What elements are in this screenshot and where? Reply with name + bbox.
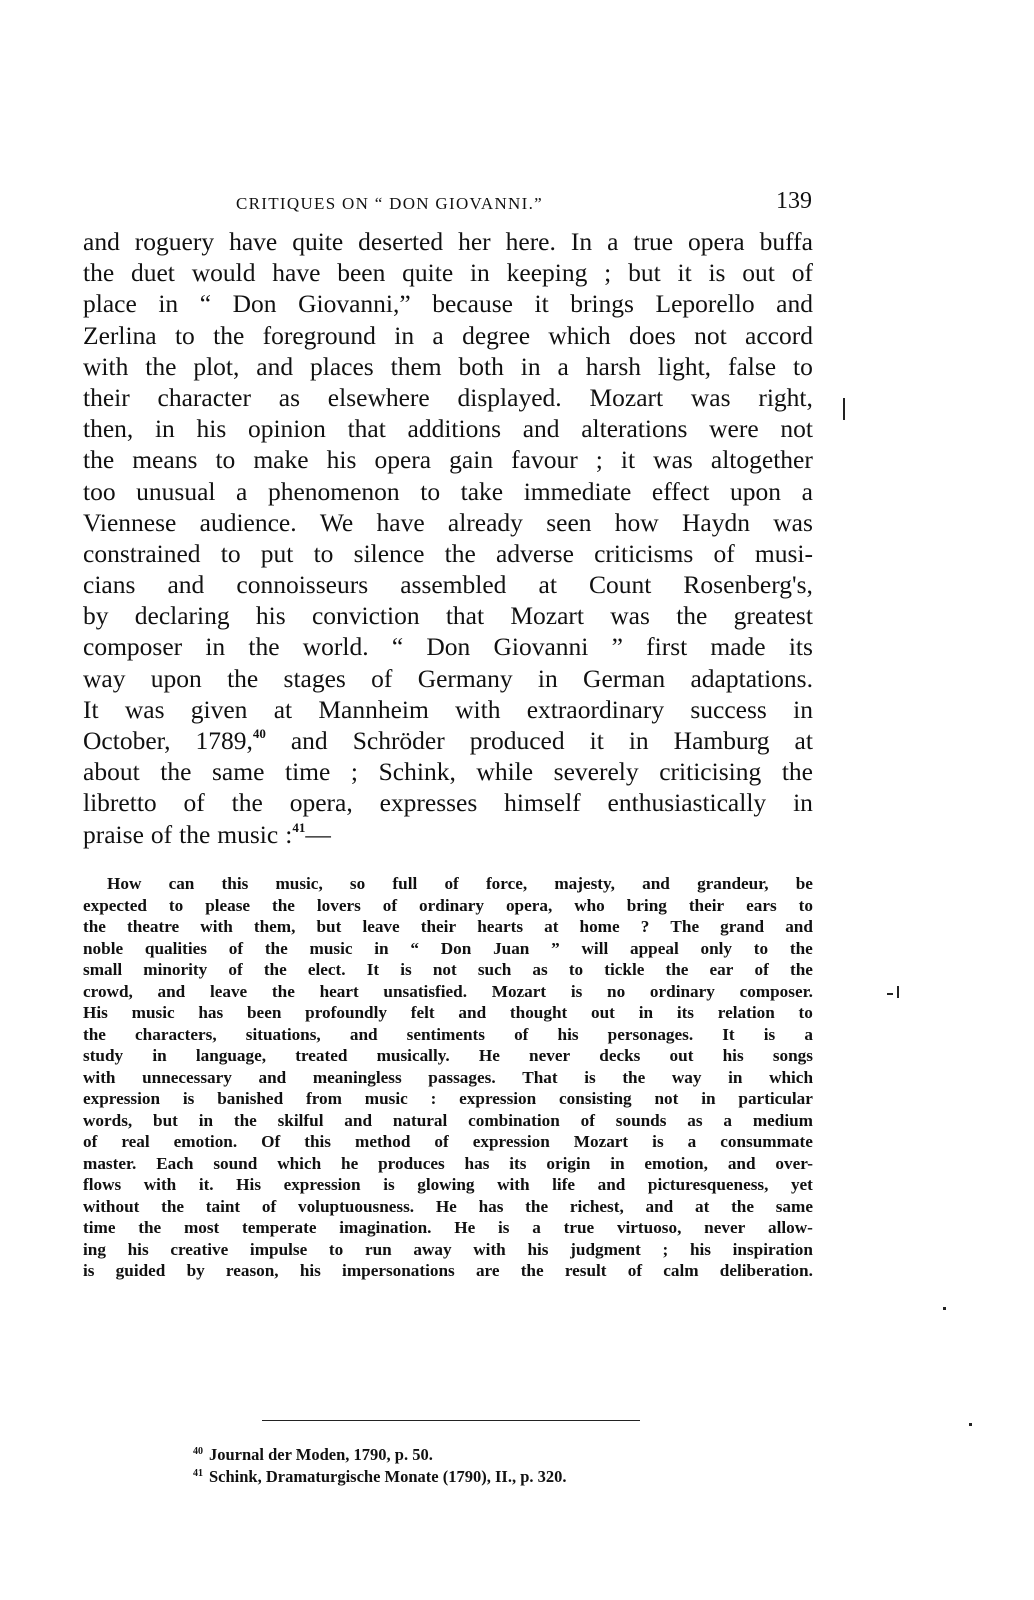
footnote-reference[interactable]: 40: [252, 726, 266, 741]
text-line: without the taint of voluptuousness. He has the richest, and at the same: [83, 1196, 813, 1216]
page-number: 139: [776, 188, 812, 214]
text-line: composer in the world. “ Don Giovanni ” first made its: [83, 632, 813, 662]
text-line: expected to please the lovers of ordinary opera, who bring their ears to: [83, 895, 813, 915]
text-line: crowd, and leave the heart unsatisfied. Mozart is no ordinary composer.: [83, 981, 813, 1001]
footnote-number: 40: [193, 1446, 203, 1457]
text-line: master. Each sound which he produces has its origin in emotion, and over-: [83, 1153, 813, 1173]
text-line: time the most temperate imagination. He is a true virtuoso, never allow-: [83, 1218, 813, 1237]
text-line: constrained to put to silence the adverse criticisms of musi-: [83, 538, 813, 568]
text-line: expression is banished from music : expression consisting not in particular: [83, 1089, 813, 1108]
text-line: study in language, treated musically. He never decks out his songs: [83, 1046, 813, 1065]
text-line: How can this music, so full of force, majesty, and grandeur, be: [107, 874, 813, 893]
text-line: the theatre with them, but leave their hearts at home ? The grand and: [83, 917, 813, 936]
text-line: His music has been profoundly felt and thought out in its relation to: [83, 1003, 813, 1022]
text-line: and roguery have quite deserted her here. In a true opera buffa: [83, 227, 813, 256]
text-line: flows with it. His expression is glowing with life and picturesqueness, yet: [83, 1175, 813, 1194]
text-line: Zerlina to the foreground in a degree which does not accord: [83, 320, 813, 350]
running-head-title: CRITIQUES ON “ DON GIOVANNI.”: [236, 194, 543, 213]
running-head: [236, 186, 812, 220]
text-line: the duet would have been quite in keeping ; but it is out of: [83, 258, 813, 288]
scan-mark: [969, 1423, 972, 1426]
text-line: libretto of the opera, expresses himself enthusiastically in: [83, 788, 813, 818]
text-line: then, in his opinion that additions and alterations were not: [83, 414, 813, 444]
body-paragraph: [83, 226, 813, 850]
footnote-text: Schink, Dramaturgische Monate (1790), II., p. 320.: [209, 1467, 567, 1486]
scan-mark: [897, 986, 899, 998]
text-line: about the same time ; Schink, while severely criticising the: [83, 757, 813, 787]
text-line: the means to make his opera gain favour ; it was altogether: [83, 445, 813, 475]
text-line: ing his creative impulse to run away with his judgment ; his inspiration: [83, 1239, 813, 1259]
text-line: too unusual a phenomenon to take immediate effect upon a: [83, 476, 813, 506]
scan-mark: [843, 398, 845, 420]
text-line: praise of the music :$^{41}$—: [83, 819, 331, 849]
text-line: the characters, situations, and sentiments of his personages. It is a: [83, 1024, 813, 1044]
text-line: small minority of the elect. It is not such as to tickle the ear of the: [83, 960, 813, 979]
text-line: their character as elsewhere displayed. Mozart was right,: [83, 382, 813, 412]
scan-mark: [887, 993, 893, 995]
footnote: [193, 1463, 753, 1485]
scan-mark: [943, 1307, 946, 1310]
text-line: noble qualities of the music in “ Don Juan ” will appeal only to the: [83, 938, 813, 958]
text-line: with the plot, and places them both in a harsh light, false to: [83, 351, 813, 381]
text-line: is guided by reason, his impersonations are the result of calm deliberation.: [83, 1261, 813, 1280]
footnotes: [193, 1441, 753, 1485]
text-line: way upon the stages of Germany in German adaptations.: [83, 663, 813, 693]
text-line: cians and connoisseurs assembled at Count Rosenberg's,: [83, 570, 813, 600]
text-line: place in “ Don Giovanni,” because it brings Leporello and: [83, 289, 813, 319]
text-line: Viennese audience. We have already seen how Haydn was: [83, 507, 813, 537]
footnote: [193, 1441, 753, 1463]
text-line: by declaring his conviction that Mozart was the greatest: [83, 601, 813, 631]
text-line: It was given at Mannheim with extraordinary success in: [83, 694, 813, 724]
text-line: October, 1789,40 and Schröder produced it in Hamburg at: [83, 726, 813, 755]
footnote-reference[interactable]: 41: [292, 819, 306, 835]
footnote-text: Journal der Moden, 1790, p. 50.: [209, 1445, 433, 1464]
text-line: of real emotion. Of this method of expression Mozart is a consummate: [83, 1132, 813, 1151]
footnote-number: 41: [193, 1468, 203, 1479]
text-line: words, but in the skilful and natural combination of sounds as a medium: [83, 1110, 813, 1130]
footnote-rule: [262, 1420, 640, 1421]
text-line: with unnecessary and meaningless passages. That is the way in which: [83, 1067, 813, 1087]
block-quote: [83, 873, 813, 1282]
